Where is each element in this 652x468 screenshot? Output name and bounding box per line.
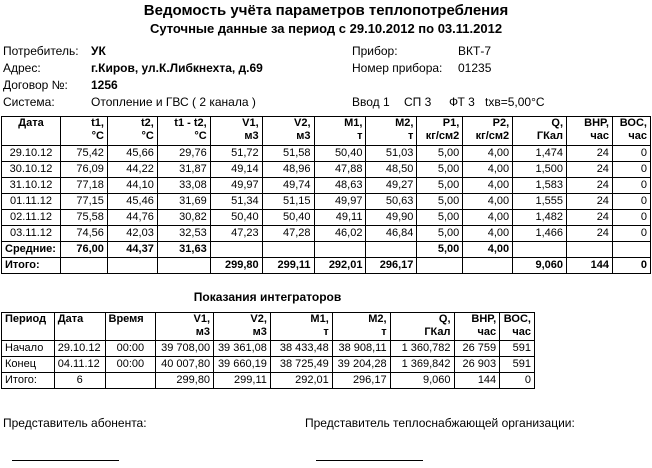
table-cell: 49,14 (210, 162, 262, 178)
table-header-row (2, 313, 535, 341)
table-cell: 47,88 (314, 162, 366, 178)
table-cell: 50,40 (210, 210, 262, 226)
column-header-unit: час (590, 130, 609, 142)
device-label: Прибор: (352, 44, 398, 58)
table-cell: 4,00 (463, 210, 513, 226)
table-cell: 49,97 (314, 194, 366, 210)
column-header-unit: кг/см2 (425, 130, 460, 142)
table-cell: 1,466 (513, 226, 567, 242)
column-header (463, 117, 513, 146)
table-cell: 45,66 (107, 146, 157, 162)
column-header-label: ВОС, (503, 313, 531, 325)
table-row (2, 226, 651, 242)
table-cell: 75,42 (60, 146, 107, 162)
column-header (2, 313, 55, 341)
table-cell: 144 (567, 258, 613, 274)
table-header-row (2, 117, 651, 146)
table-cell: 39 361,08 (214, 341, 271, 357)
column-header-label: ВНР, (471, 313, 497, 325)
table-cell: 49,11 (314, 210, 366, 226)
column-header-label: t2, (140, 117, 154, 129)
table-cell: 31,69 (157, 194, 210, 210)
table-cell: 39 204,28 (332, 357, 390, 373)
table-cell: 49,27 (366, 178, 417, 194)
table-cell: Итого: (2, 373, 55, 389)
table-row (2, 146, 651, 162)
table-cell: 1 369,842 (390, 357, 454, 373)
column-header (157, 117, 210, 146)
table-cell: 00:00 (105, 341, 156, 357)
table-cell: 5,00 (417, 242, 463, 258)
table-row (2, 373, 535, 389)
table-row (2, 341, 535, 357)
column-header-unit: м3 (296, 130, 311, 142)
column-header (454, 313, 500, 341)
table-cell: 1,555 (513, 194, 567, 210)
table-cell: 38 908,11 (332, 341, 390, 357)
column-header (105, 313, 156, 341)
column-header-unit: °C (194, 130, 207, 142)
table-row (2, 162, 651, 178)
table-cell: 38 433,48 (270, 341, 332, 357)
table-cell: 292,01 (314, 258, 366, 274)
column-header (612, 117, 650, 146)
table-cell: 48,50 (366, 162, 417, 178)
table-cell: 299,80 (210, 258, 262, 274)
table-cell: 591 (500, 341, 535, 357)
table-cell: 47,28 (262, 226, 314, 242)
table-cell: 77,15 (60, 194, 107, 210)
table-cell (105, 373, 156, 389)
table-cell: 9,060 (513, 258, 567, 274)
table-cell: 51,58 (262, 146, 314, 162)
table-cell: 24 (567, 194, 613, 210)
column-header (214, 313, 271, 341)
table-cell: 31,63 (157, 242, 210, 258)
column-header (366, 117, 417, 146)
input-label: Ввод 1 (352, 95, 390, 109)
column-header (107, 117, 157, 146)
table-cell: 4,00 (463, 194, 513, 210)
table-cell (107, 258, 157, 274)
table-cell: 33,08 (157, 178, 210, 194)
table-cell: 4,00 (463, 162, 513, 178)
address-value: г.Киров, ул.К.Либкнехта, д.69 (91, 61, 263, 75)
column-header (156, 313, 214, 341)
table-cell (262, 242, 314, 258)
table-cell: 5,00 (417, 210, 463, 226)
table-cell: 04.11.12 (54, 357, 105, 373)
column-header-unit: ГКал (424, 326, 451, 338)
device-value: ВКТ-7 (458, 44, 491, 58)
table-cell: 9,060 (390, 373, 454, 389)
table-cell: 32,53 (157, 226, 210, 242)
table-cell: 24 (567, 210, 613, 226)
column-header (390, 313, 454, 341)
column-header-unit: час (477, 326, 497, 338)
table-cell: 299,11 (262, 258, 314, 274)
system-label: Система: (3, 95, 55, 109)
column-header (417, 117, 463, 146)
table-cell: 296,17 (366, 258, 417, 274)
column-header-label: P1, (442, 117, 460, 129)
cold-water-temp: txв=5,00°C (485, 95, 545, 109)
table-cell: 4,00 (463, 178, 513, 194)
table-cell: 6 (54, 373, 105, 389)
table-row (2, 178, 651, 194)
table-cell: 51,72 (210, 146, 262, 162)
column-header-label: Время (108, 313, 144, 325)
column-header-unit: т (323, 326, 329, 338)
table-cell: 39 708,00 (156, 341, 214, 357)
table-cell: 0 (612, 258, 650, 274)
table-cell: 31.10.12 (2, 178, 61, 194)
table-cell: 50,40 (314, 146, 366, 162)
system-value: Отопление и ГВС ( 2 канала ) (91, 95, 256, 109)
table-cell: 24 (567, 162, 613, 178)
table-cell: 0 (612, 226, 650, 242)
table-cell: 01.11.12 (2, 194, 61, 210)
table-cell (417, 258, 463, 274)
column-header-label: M1, (344, 117, 363, 129)
column-header (2, 117, 61, 146)
table-cell: 0 (612, 194, 650, 210)
table-cell: 0 (612, 146, 650, 162)
table-cell: 24 (567, 178, 613, 194)
table-cell (157, 258, 210, 274)
table-cell (567, 242, 613, 258)
table-cell: 76,00 (60, 242, 107, 258)
column-header (60, 117, 107, 146)
table-cell: 299,80 (156, 373, 214, 389)
table-cell: 24 (567, 226, 613, 242)
address-label: Адрес: (3, 61, 41, 75)
column-header-label: Дата (57, 313, 84, 325)
table-cell: 29.10.12 (2, 146, 61, 162)
table-cell: 51,34 (210, 194, 262, 210)
column-header-unit: т (381, 326, 387, 338)
table-cell: 51,15 (262, 194, 314, 210)
table-cell: 02.11.12 (2, 210, 61, 226)
table-cell: 299,11 (214, 373, 271, 389)
column-header (332, 313, 390, 341)
table-cell: 44,10 (107, 178, 157, 194)
subscriber-signature-label: Представитель абонента: (3, 416, 147, 430)
column-header-label: V2, (294, 117, 311, 129)
table-cell: 77,18 (60, 178, 107, 194)
table-cell (366, 242, 417, 258)
column-header-label: ВОС, (619, 117, 647, 129)
ft-label: ФТ 3 (449, 95, 475, 109)
table-cell: Начало (2, 341, 55, 357)
column-header (513, 117, 567, 146)
table-cell: 44,37 (107, 242, 157, 258)
table-cell: 45,46 (107, 194, 157, 210)
column-header-label: V1, (242, 117, 259, 129)
column-header-unit: час (512, 326, 531, 338)
page-title: Ведомость учёта параметров теплопотребления (143, 2, 509, 19)
column-header (314, 117, 366, 146)
table-row (2, 194, 651, 210)
supplier-signature-label: Представитель теплоснабжающей организации: (305, 416, 575, 430)
column-header-unit: т (357, 130, 363, 142)
column-header (210, 117, 262, 146)
row-label: Средние: (2, 242, 61, 258)
column-header-unit: кг/см2 (475, 130, 510, 142)
table-cell: 00:00 (105, 357, 156, 373)
table-cell: 75,58 (60, 210, 107, 226)
table-cell: 48,63 (314, 178, 366, 194)
table-cell: 29.10.12 (54, 341, 105, 357)
table-cell: 26 759 (454, 341, 500, 357)
period-subtitle: Суточные данные за период с 29.10.2012 по 03.11.2012 (149, 21, 503, 36)
table-cell: 38 725,49 (270, 357, 332, 373)
table-cell: 26 903 (454, 357, 500, 373)
column-header-label: M2, (395, 117, 414, 129)
column-header-label: Период (5, 313, 47, 325)
column-header-unit: ГКал (536, 130, 564, 142)
table-cell: 47,23 (210, 226, 262, 242)
contract-label: Договор №: (3, 78, 68, 92)
table-cell: 50,63 (366, 194, 417, 210)
integrators-table (1, 312, 535, 389)
table-cell: 49,74 (262, 178, 314, 194)
table-cell: 5,00 (417, 178, 463, 194)
column-header-unit: м3 (252, 326, 267, 338)
subscriber-signature-line (12, 460, 119, 461)
table-cell (612, 242, 650, 258)
average-row (2, 242, 651, 258)
column-header-label: M1, (310, 313, 329, 325)
column-header-label: t1 - t2, (174, 117, 207, 129)
table-cell: 44,22 (107, 162, 157, 178)
table-row (2, 210, 651, 226)
table-cell: 50,40 (262, 210, 314, 226)
table-cell: 51,03 (366, 146, 417, 162)
table-cell: 1,500 (513, 162, 567, 178)
consumer-value: УК (91, 44, 106, 58)
table-cell: 1 360,782 (390, 341, 454, 357)
table-cell (463, 258, 513, 274)
table-cell (513, 242, 567, 258)
column-header (567, 117, 613, 146)
supplier-signature-line (316, 460, 423, 461)
table-cell: 5,00 (417, 162, 463, 178)
column-header-unit: °C (91, 130, 104, 142)
table-cell: 03.11.12 (2, 226, 61, 242)
table-row (2, 357, 535, 373)
table-cell (314, 242, 366, 258)
device-number-label: Номер прибора: (352, 61, 443, 75)
column-header-label: V1, (193, 313, 211, 325)
table-cell: 49,90 (366, 210, 417, 226)
column-header (262, 117, 314, 146)
table-cell: 1,474 (513, 146, 567, 162)
table-cell: 74,56 (60, 226, 107, 242)
table-cell: 4,00 (463, 226, 513, 242)
table-cell: 39 660,19 (214, 357, 271, 373)
column-header-unit: °C (141, 130, 154, 142)
table-cell (210, 242, 262, 258)
table-cell: 1,482 (513, 210, 567, 226)
table-cell: 46,02 (314, 226, 366, 242)
column-header-unit: т (408, 130, 414, 142)
column-header-unit: час (628, 130, 647, 142)
table-cell: 4,00 (463, 146, 513, 162)
row-label: Итого: (2, 258, 61, 274)
table-cell: 48,96 (262, 162, 314, 178)
table-cell: 44,76 (107, 210, 157, 226)
column-header (270, 313, 332, 341)
table-cell: 42,03 (107, 226, 157, 242)
table-cell: 296,17 (332, 373, 390, 389)
column-header (54, 313, 105, 341)
device-number-value: 01235 (458, 61, 492, 75)
column-header-label: P2, (492, 117, 510, 129)
column-header-label: M2, (368, 313, 387, 325)
column-header-unit: м3 (244, 130, 259, 142)
table-cell: 31,87 (157, 162, 210, 178)
column-header-label: Дата (18, 117, 44, 129)
table-cell (60, 258, 107, 274)
table-cell: 0 (500, 373, 535, 389)
column-header (500, 313, 535, 341)
table-cell: 30,82 (157, 210, 210, 226)
total-row (2, 258, 651, 274)
column-header-label: Q, (438, 313, 451, 325)
table-cell: 30.10.12 (2, 162, 61, 178)
column-header-label: V2, (250, 313, 267, 325)
table-cell: 1,583 (513, 178, 567, 194)
table-cell: 292,01 (270, 373, 332, 389)
table-cell: 0 (612, 210, 650, 226)
column-header-label: t1, (91, 117, 104, 129)
sp-label: СП 3 (404, 95, 432, 109)
table-cell: 0 (612, 178, 650, 194)
integrators-title: Показания интеграторов (193, 290, 342, 304)
table-cell: 144 (454, 373, 500, 389)
table-cell: 5,00 (417, 194, 463, 210)
daily-data-table (1, 116, 651, 274)
contract-value: 1256 (91, 78, 118, 92)
table-cell: 49,97 (210, 178, 262, 194)
column-header-label: ВНР, (584, 117, 609, 129)
table-cell: 5,00 (417, 146, 463, 162)
table-cell: Конец (2, 357, 55, 373)
column-header-label: Q, (551, 117, 564, 129)
table-cell: 0 (612, 162, 650, 178)
table-cell: 24 (567, 146, 613, 162)
table-cell: 40 007,80 (156, 357, 214, 373)
table-cell: 76,09 (60, 162, 107, 178)
consumer-label: Потребитель: (3, 44, 79, 58)
table-cell: 46,84 (366, 226, 417, 242)
table-cell: 5,00 (417, 226, 463, 242)
table-cell: 29,76 (157, 146, 210, 162)
column-header-unit: м3 (195, 326, 211, 338)
table-cell: 591 (500, 357, 535, 373)
table-cell: 4,00 (463, 242, 513, 258)
